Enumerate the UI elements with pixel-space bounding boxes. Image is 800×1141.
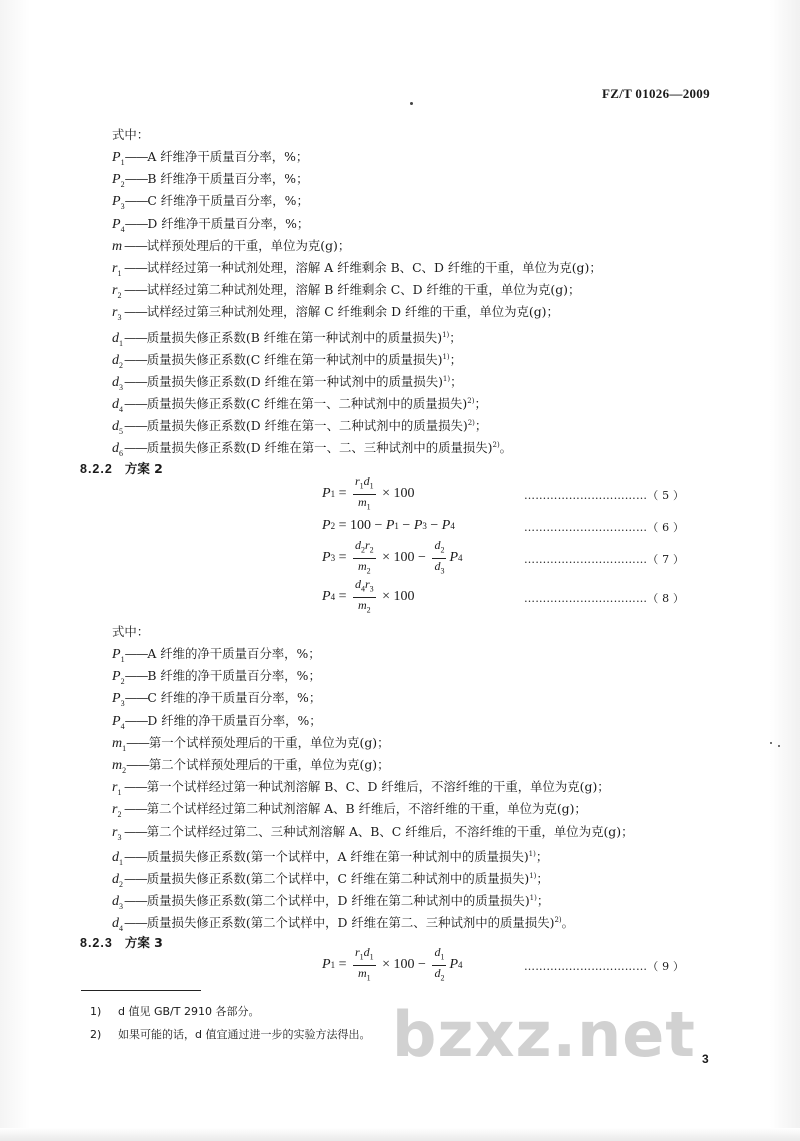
symbol-definition-row: $d_3——$质量损失修正系数(第二个试样中，D 纤维在第二种试剂中的质量损失)$^{1)}$； bbox=[112, 887, 633, 909]
where-intro: 式中： bbox=[112, 624, 150, 639]
symbol-definition-row: $d_2——$质量损失修正系数(C 纤维在第一种试剂中的质量损失)$^{1)}$； bbox=[112, 346, 602, 368]
equation-8-number: ……………………………（ 8 ） bbox=[524, 592, 685, 605]
symbol: $P_4$ bbox=[112, 713, 125, 731]
fraction: $\frac{d_1}{d_2}$ bbox=[434, 945, 445, 982]
symbol-definition-row: $m_1——$第一个试样预处理后的干重，单位为克(g)； bbox=[112, 732, 633, 754]
definition-text: A 纤维净干质量百分率，%； bbox=[147, 149, 309, 164]
scan-bottom-edge bbox=[0, 1128, 800, 1141]
footnote-rule bbox=[81, 990, 201, 991]
equation-5-number: ……………………………（ 5 ） bbox=[524, 489, 685, 502]
symbol: $d_5$ bbox=[112, 419, 123, 437]
symbol-definition-row: $P_1——A$ 纤维的净干质量百分率，%； bbox=[112, 643, 633, 665]
definition-text: 第一个试样预处理后的干重，单位为克(g)； bbox=[148, 734, 390, 750]
footnote-ref: $^{1)}$； bbox=[442, 373, 463, 389]
symbol: $P_1$ bbox=[112, 150, 125, 167]
definition-text: 质量损失修正系数(C 纤维在第一种试剂中的质量损失) bbox=[146, 351, 443, 367]
definition-text: 试样经过第三种试剂处理，溶解 C 纤维剩余 D 纤维的干重，单位为克(g)； bbox=[146, 304, 559, 320]
section-number: 8.2.2 bbox=[80, 462, 113, 476]
fraction: $\frac{d_4r_3}{m_2}$ bbox=[354, 577, 374, 614]
symbol-definition-row: $d_4——$质量损失修正系数(第二个试样中，D 纤维在第二、三种试剂中的质量损失)$^{2)}$。 bbox=[112, 909, 633, 931]
footnote-ref: $^{2)}$。 bbox=[492, 440, 513, 456]
definition-text: 质量损失修正系数(D 纤维在第一、二、三种试剂中的质量损失) bbox=[146, 440, 493, 456]
equation-9: P 1 = $\frac{r_1d_1}{m_1}$ × 100 − $\frac{d_1}{d_2}$ P 4 bbox=[322, 945, 463, 985]
symbol-definition-row: $P_3——C$ 纤维的净干质量百分率，%； bbox=[112, 687, 633, 709]
symbol-definition-row: $P_2——B$ 纤维的净干质量百分率，%； bbox=[112, 665, 633, 687]
definition-text: D 纤维净干质量百分率，%； bbox=[147, 215, 310, 231]
definition-text: 试样经过第二种试剂处理，溶解 B 纤维剩余 C、D 纤维的干重，单位为克(g)； bbox=[146, 282, 581, 298]
symbol: $d_1$ bbox=[112, 849, 123, 867]
symbol-definition-row: $r_1$ ——试样经过第一种试剂处理，溶解 A 纤维剩余 B、C、D 纤维的干重，单位为克(g)； bbox=[112, 257, 602, 279]
symbol: $P_2$ bbox=[112, 172, 125, 189]
equation-5: P 1 = $\frac{r_1d_1}{m_1}$ × 100 bbox=[322, 474, 415, 514]
equation-7-number: ……………………………（ 7 ） bbox=[524, 553, 685, 566]
symbol-definition-row: $d_1——$质量损失修正系数(第一个试样中，A 纤维在第一种试剂中的质量损失)$^{1)}$； bbox=[112, 843, 633, 865]
equation-9-number: ……………………………（ 9 ） bbox=[524, 960, 685, 973]
symbol-definition-row: $d_6——$质量损失修正系数(D 纤维在第一、二、三种试剂中的质量损失)$^{2)}$。 bbox=[112, 434, 602, 456]
definition-text: 第二个试样经过第二、三种试剂溶解 A、B、C 纤维后，不溶纤维的干重，单位为克(g)； bbox=[146, 823, 634, 839]
symbol: $d_1$ bbox=[112, 330, 123, 348]
definition-text: 第一个试样经过第一种试剂溶解 B、C、D 纤维后，不溶纤维的干重，单位为克(g)； bbox=[146, 779, 610, 795]
symbol: $d_6$ bbox=[112, 441, 123, 459]
footnote-ref: $^{2)}$； bbox=[467, 418, 488, 434]
page-number: 3 bbox=[702, 1052, 709, 1066]
section-number: 8.2.3 bbox=[80, 936, 113, 950]
footnote-2: 2) 如果可能的话，d 值宜通过进一步的实验方法得出。 bbox=[90, 1028, 371, 1041]
symbol-definition-row: $P_3——C$ 纤维净干质量百分率，%； bbox=[112, 190, 602, 212]
scan-speck bbox=[410, 102, 413, 105]
symbol-definition-row: $d_5——$质量损失修正系数(D 纤维在第一、二种试剂中的质量损失)$^{2)}$； bbox=[112, 412, 602, 434]
definition-text: C 纤维净干质量百分率，%； bbox=[147, 193, 309, 209]
symbol-definition-row: $r_2$ ——第二个试样经过第二种试剂溶解 A、B 纤维后，不溶纤维的干重，单位为克(g)； bbox=[112, 798, 633, 820]
symbol-definition-row: $P_2——B$ 纤维净干质量百分率，%； bbox=[112, 168, 602, 190]
definition-text: C 纤维的净干质量百分率，%； bbox=[147, 690, 322, 706]
symbol: $d_4$ bbox=[112, 397, 123, 414]
definition-text: D 纤维的净干质量百分率，%； bbox=[147, 712, 322, 728]
section-title: 方案 3 bbox=[124, 935, 163, 950]
definition-text: 第二个试样经过第二种试剂溶解 A、B 纤维后，不溶纤维的干重，单位为克(g)； bbox=[146, 801, 587, 817]
symbol-definitions-block-1 bbox=[112, 124, 602, 457]
fraction: $\frac{r_1d_1}{m_1}$ bbox=[354, 945, 374, 982]
footnote-ref: $^{1)}$； bbox=[529, 893, 550, 909]
footnote-ref: $^{1)}$； bbox=[528, 848, 549, 864]
symbol-definition-row: $r_3$ ——试样经过第三种试剂处理，溶解 C 纤维剩余 D 纤维的干重，单位为克(g)； bbox=[112, 301, 602, 323]
definition-text: B 纤维净干质量百分率，%； bbox=[147, 171, 309, 187]
definition-text: 质量损失修正系数(第二个试样中，D 纤维在第二、三种试剂中的质量损失) bbox=[146, 915, 555, 931]
symbol: $P_3$ bbox=[112, 691, 125, 709]
symbol: $P_1$ bbox=[112, 647, 125, 664]
symbol-definition-row: $r_2$ ——试样经过第二种试剂处理，溶解 B 纤维剩余 C、D 纤维的干重，单位为克(g)； bbox=[112, 279, 602, 301]
symbol-definition-row: $m_2——$第二个试样预处理后的干重，单位为克(g)； bbox=[112, 754, 633, 776]
where-intro: 式中： bbox=[112, 127, 150, 142]
symbol-definition-row: $d_2——$质量损失修正系数(第二个试样中，C 纤维在第二种试剂中的质量损失)$^{1)}$； bbox=[112, 865, 633, 887]
definition-text: 质量损失修正系数(C 纤维在第一、二种试剂中的质量损失) bbox=[146, 396, 468, 412]
symbol-definition-row: $P_4——D$ 纤维净干质量百分率，%； bbox=[112, 213, 602, 235]
definition-text: 质量损失修正系数(B 纤维在第一种试剂中的质量损失) bbox=[146, 329, 443, 345]
definition-text: 试样经过第一种试剂处理，溶解 A 纤维剩余 B、C、D 纤维的干重，单位为克(g)； bbox=[146, 259, 602, 275]
definition-text: 试样预处理后的干重，单位为克(g)； bbox=[146, 237, 351, 253]
symbol-definition-row: $d_1——$质量损失修正系数(B 纤维在第一种试剂中的质量损失)$^{1)}$； bbox=[112, 324, 602, 346]
definition-text: 质量损失修正系数(第一个试样中，A 纤维在第一种试剂中的质量损失) bbox=[146, 848, 529, 864]
symbol: m bbox=[112, 238, 123, 254]
symbol-definition-row: $r_1$ ——第一个试样经过第一种试剂溶解 B、C、D 纤维后，不溶纤维的干重，单位为克(g)； bbox=[112, 776, 633, 798]
symbol: $r_3$ bbox=[112, 824, 122, 842]
symbol: $m_2$ bbox=[112, 757, 127, 775]
footnote-ref: $^{1)}$； bbox=[442, 351, 463, 367]
symbol-definition-row: $P_4——D$ 纤维的净干质量百分率，%； bbox=[112, 710, 633, 732]
watermark: bzxz.net bbox=[392, 998, 696, 1071]
standard-number-header: FZ/T 01026—2009 bbox=[602, 86, 710, 101]
footnote-1: 1) d 值见 GB/T 2910 各部分。 bbox=[90, 1005, 260, 1018]
definition-text: 质量损失修正系数(D 纤维在第一、二种试剂中的质量损失) bbox=[146, 418, 468, 434]
symbol-definitions-block-2 bbox=[112, 621, 634, 934]
equation-7: P 3 = $\frac{d_2r_2}{m_2}$ × 100 − $\frac{d_2}{d_3}$ P 4 bbox=[322, 538, 463, 578]
symbol: $r_1$ bbox=[112, 780, 122, 797]
symbol: $d_3$ bbox=[112, 894, 123, 911]
equation-6-number: ……………………………（ 6 ） bbox=[524, 521, 685, 534]
scan-speck bbox=[770, 742, 772, 744]
symbol-definition-row: $d_4——$质量损失修正系数(C 纤维在第一、二种试剂中的质量损失)$^{2)}$； bbox=[112, 390, 602, 412]
footnote-ref: $^{2)}$。 bbox=[554, 915, 575, 931]
symbol: $d_2$ bbox=[112, 871, 123, 889]
section-heading-8-2-2 bbox=[80, 459, 163, 477]
definition-text: 质量损失修正系数(D 纤维在第一种试剂中的质量损失) bbox=[146, 373, 443, 389]
symbol: $r_2$ bbox=[112, 283, 122, 300]
footnote-ref: $^{2)}$； bbox=[467, 396, 487, 412]
footnote-ref: $^{1)}$； bbox=[442, 329, 462, 345]
symbol: $d_4$ bbox=[112, 916, 123, 934]
symbol-definition-row: m ——试样预处理后的干重，单位为克(g)； bbox=[112, 235, 602, 257]
symbol: $P_3$ bbox=[112, 194, 125, 212]
symbol: $r_1$ bbox=[112, 260, 122, 278]
symbol: $d_3$ bbox=[112, 374, 123, 392]
symbol-definition-row: $P_1——A$ 纤维净干质量百分率，%； bbox=[112, 146, 602, 168]
definition-text: B 纤维的净干质量百分率，%； bbox=[147, 668, 321, 684]
section-heading-8-2-3 bbox=[80, 933, 163, 951]
fraction: $\frac{d_2r_2}{m_2}$ bbox=[354, 538, 374, 575]
symbol-definition-row: $d_3——$质量损失修正系数(D 纤维在第一种试剂中的质量损失)$^{1)}$； bbox=[112, 368, 602, 390]
definition-text: 质量损失修正系数(第二个试样中，C 纤维在第二种试剂中的质量损失) bbox=[146, 870, 530, 886]
symbol: $P_4$ bbox=[112, 216, 125, 234]
equation-8: P 4 = $\frac{d_4r_3}{m_2}$ × 100 bbox=[322, 577, 415, 617]
section-title: 方案 2 bbox=[124, 461, 163, 476]
fraction: $\frac{d_2}{d_3}$ bbox=[434, 538, 445, 575]
symbol-definition-row: $r_3$ ——第二个试样经过第二、三种试剂溶解 A、B、C 纤维后，不溶纤维的干重，单位为克(g)； bbox=[112, 821, 633, 843]
footnote-ref: $^{1)}$； bbox=[529, 870, 549, 886]
definition-text: 第二个试样预处理后的干重，单位为克(g)； bbox=[148, 756, 390, 772]
symbol: $r_2$ bbox=[112, 802, 122, 820]
definition-text: 质量损失修正系数(第二个试样中，D 纤维在第二种试剂中的质量损失) bbox=[146, 893, 530, 909]
symbol: $m_1$ bbox=[112, 735, 127, 753]
definition-text: A 纤维的净干质量百分率，%； bbox=[147, 646, 321, 661]
equation-6: P 2 = 100 − P 1 − P 3 − P 4 bbox=[322, 518, 455, 533]
symbol: $d_2$ bbox=[112, 352, 123, 370]
symbol: $P_2$ bbox=[112, 669, 125, 686]
fraction: $\frac{r_1d_1}{m_1}$ bbox=[354, 474, 374, 511]
scan-speck bbox=[778, 745, 780, 747]
symbol: $r_3$ bbox=[112, 305, 122, 323]
